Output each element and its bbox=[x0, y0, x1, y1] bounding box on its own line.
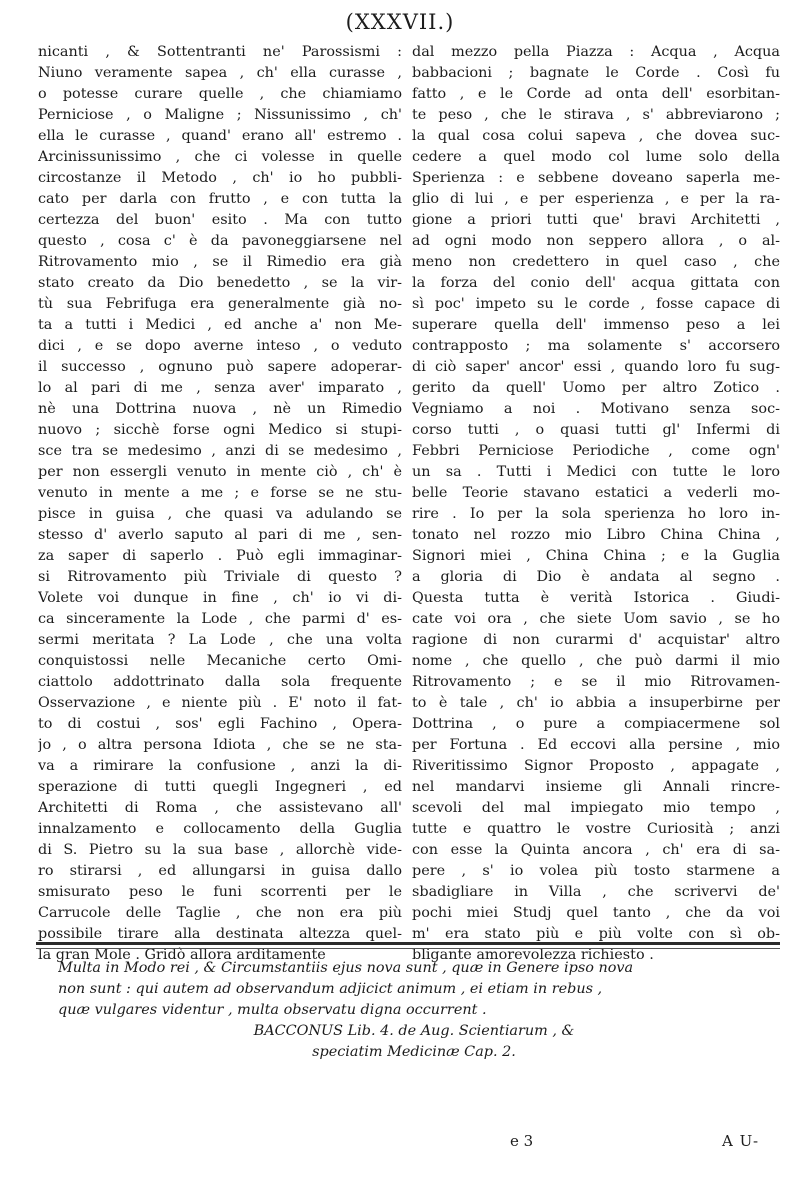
text-line: tù sua Febrifuga era generalmente già no- bbox=[38, 296, 402, 312]
text-line: a gloria di Dio è andata al segno . bbox=[412, 569, 780, 585]
text-line: pere , s' io volea più tosto starmene a bbox=[412, 863, 780, 879]
text-line: jo , o altra persona Idiota , che se ne sta- bbox=[38, 737, 402, 753]
text-line: Osservazione , e niente più . E' noto il fat- bbox=[38, 695, 402, 711]
left-column bbox=[38, 42, 402, 966]
text-line: Arcinissunissimo , che ci volesse in quelle bbox=[38, 149, 402, 165]
text-line: lo al pari di me , senza aver' imparato , bbox=[38, 380, 402, 396]
text-line: per non essergli venuto in mente ciò , ch' è bbox=[38, 464, 402, 480]
text-line: circostanze il Metodo , ch' io ho pubbli- bbox=[38, 170, 402, 186]
text-line: sce tra se medesimo , anzi di se medesimo , bbox=[38, 443, 402, 459]
text-line: per Fortuna . Ed eccovi alla persine , mio bbox=[412, 737, 780, 753]
text-line: un sa . Tutti i Medici con tutte le loro bbox=[412, 464, 780, 480]
text-line: Riveritissimo Signor Proposto , appagate , bbox=[412, 758, 780, 774]
text-line: pisce in guisa , che quasi va adulando se bbox=[38, 506, 402, 522]
text-line: Volete voi dunque in fine , ch' io vi di- bbox=[38, 590, 402, 606]
text-line: ad ogni modo non seppero allora , o al- bbox=[412, 233, 780, 249]
text-line: si Ritrovamento più Triviale di questo ? bbox=[38, 569, 402, 585]
text-line: Architetti di Roma , che assistevano all' bbox=[38, 800, 402, 816]
footnote-line: quæ vulgares videntur , multa observatu digna occurrent . bbox=[58, 1002, 487, 1018]
text-line: o potesse curare quelle , che chiamiamo bbox=[38, 86, 402, 102]
text-line: il successo , ognuno può sapere adoperar- bbox=[38, 359, 402, 375]
text-line: di ciò saper' ancor' essi , quando loro fu sug- bbox=[412, 359, 780, 375]
footnote-line: non sunt : qui autem ad observandum adjicict animum , ei etiam in rebus , bbox=[58, 981, 603, 997]
text-line: babbacioni ; bagnate le Corde . Così fu bbox=[412, 65, 780, 81]
text-line: contrapposto ; ma solamente s' accorsero bbox=[412, 338, 780, 354]
text-line: pochi miei Studj quel tanto , che da voi bbox=[412, 905, 780, 921]
text-line: corso tutti , o quasi tutti gl' Infermi di bbox=[412, 422, 780, 438]
text-line: tonato nel rozzo mio Libro China China , bbox=[412, 527, 780, 543]
text-line: nicanti , & Sottentranti ne' Parossismi : bbox=[38, 44, 402, 60]
text-line: Dottrina , o pure a compiacermene sol bbox=[412, 716, 780, 732]
text-line: ca sinceramente la Lode , che parmi d' es- bbox=[38, 611, 402, 627]
text-line: belle Teorie stavano estatici a vederli mo- bbox=[412, 485, 780, 501]
text-line: questo , cosa c' è da pavoneggiarsene nel bbox=[38, 233, 402, 249]
footnote-citation: BACCONUS Lib. 4. de Aug. Scientiarum , & bbox=[253, 1023, 575, 1039]
text-line: Sperienza : e sebbene doveano saperla me- bbox=[412, 170, 780, 186]
text-line: sì poc' impeto su le corde , fosse capace di bbox=[412, 296, 780, 312]
text-line: Questa tutta è verità Istorica . Giudi- bbox=[412, 590, 780, 606]
text-line: rire . Io per la sola sperienza ho loro in- bbox=[412, 506, 780, 522]
text-line: venuto in mente a me ; e forse se ne stu- bbox=[38, 485, 402, 501]
text-line: tutte e quattro le vostre Curiosità ; anzi bbox=[412, 821, 780, 837]
text-line: possibile tirare alla destinata altezza quel- bbox=[38, 926, 402, 942]
text-line: cato per darla con frutto , e con tutta la bbox=[38, 191, 402, 207]
text-line: sperazione di tutti quegli Ingegneri , ed bbox=[38, 779, 402, 795]
text-line: superare quella dell' immenso peso a lei bbox=[412, 317, 780, 333]
text-line: Vegniamo a noi . Motivano senza soc- bbox=[412, 401, 780, 417]
text-line: ciattolo addottrinato dalla sola frequente bbox=[38, 674, 402, 690]
text-line: innalzamento e collocamento della Guglia bbox=[38, 821, 402, 837]
text-line: gione a priori tutti que' bravi Architetti , bbox=[412, 212, 780, 228]
text-line: la qual cosa colui sapeva , che dovea suc- bbox=[412, 128, 780, 144]
footnote-rule bbox=[36, 942, 780, 945]
text-line: di S. Pietro su la sua base , allorchè vide- bbox=[38, 842, 402, 858]
text-line: gerito da quell' Uomo per altro Zotico . bbox=[412, 380, 780, 396]
text-line: smisurato peso le funi scorrenti per le bbox=[38, 884, 402, 900]
text-line: certezza del buon' esito . Ma con tutto bbox=[38, 212, 402, 228]
text-line: ro stirarsi , ed allungarsi in guisa dallo bbox=[38, 863, 402, 879]
text-line: to di costui , sos' egli Fachino , Opera- bbox=[38, 716, 402, 732]
text-line: m' era stato più e più volte con sì ob- bbox=[412, 926, 780, 942]
text-line: ragione di non curarmi d' acquistar' altro bbox=[412, 632, 780, 648]
text-line: con esse la Quinta ancora , ch' era di sa- bbox=[412, 842, 780, 858]
text-line: va a rimirare la confusione , anzi la di- bbox=[38, 758, 402, 774]
text-line: conquistossi nelle Mecaniche certo Omi- bbox=[38, 653, 402, 669]
text-line: stesso d' averlo saputo al pari di me , sen- bbox=[38, 527, 402, 543]
text-line: Ritrovamento ; e se il mio Ritrovamen- bbox=[412, 674, 780, 690]
text-line: Febbri Perniciose Periodiche , come ogn' bbox=[412, 443, 780, 459]
text-line: Carrucole delle Taglie , che non era più bbox=[38, 905, 402, 921]
text-line: nome , che quello , che può darmi il mio bbox=[412, 653, 780, 669]
text-line: dal mezzo pella Piazza : Acqua , Acqua bbox=[412, 44, 780, 60]
text-line: Ritrovamento mio , se il Rimedio era già bbox=[38, 254, 402, 270]
text-line: nè una Dottrina nuova , nè un Rimedio bbox=[38, 401, 402, 417]
text-line: bligante amorevolezza richiesto . bbox=[412, 947, 654, 963]
text-line: to è tale , ch' io abbia a insuperbirne per bbox=[412, 695, 780, 711]
text-line: Signori miei , China China ; e la Guglia bbox=[412, 548, 780, 564]
text-line: nel mandarvi insieme gli Annali rincre- bbox=[412, 779, 780, 795]
text-line: te peso , che le stirava , s' abbreviarono ; bbox=[412, 107, 780, 123]
signature-mark: e 3 bbox=[510, 1132, 534, 1150]
text-line: Niuno veramente sapea , ch' ella curasse , bbox=[38, 65, 402, 81]
text-line: fatto , e le Corde ad onta dell' esorbitan- bbox=[412, 86, 780, 102]
text-line: sbadigliare in Villa , che scrivervi de' bbox=[412, 884, 780, 900]
text-line: nuovo ; sicchè forse ogni Medico si stupi- bbox=[38, 422, 402, 438]
text-line: cedere a quel modo col lume solo della bbox=[412, 149, 780, 165]
text-line: ta a tutti i Medici , ed anche a' non Me- bbox=[38, 317, 402, 333]
right-column bbox=[412, 42, 780, 966]
text-line: stato creato da Dio benedetto , se la vir- bbox=[38, 275, 402, 291]
text-line: ella le curasse , quand' erano all' estremo . bbox=[38, 128, 402, 144]
text-line: la gran Mole . Gridò allora arditamente bbox=[38, 947, 326, 963]
text-line: cate voi ora , che siete Uom savio , se ho bbox=[412, 611, 780, 627]
text-line: meno non credettero in quel caso , che bbox=[412, 254, 780, 270]
text-line: sermi meritata ? La Lode , che una volta bbox=[38, 632, 402, 648]
text-line: la forza del conio dell' acqua gittata con bbox=[412, 275, 780, 291]
page-number: (XXXVII.) bbox=[345, 10, 455, 34]
text-line: za saper di saperlo . Può egli immaginar- bbox=[38, 548, 402, 564]
catchword: A U- bbox=[722, 1132, 760, 1150]
text-line: dici , e se dopo averne inteso , o veduto bbox=[38, 338, 402, 354]
footnote-line: Multa in Modo rei , & Circumstantiis ejus nova sunt , quæ in Genere ipso nova bbox=[58, 960, 634, 976]
footnote-quote bbox=[58, 958, 770, 1063]
text-line: scevoli del mal impiegato mio tempo , bbox=[412, 800, 780, 816]
footnote-rule-thin bbox=[36, 948, 780, 949]
text-line: glio di lui , e per esperienza , e per la ra- bbox=[412, 191, 780, 207]
text-line: Perniciose , o Maligne ; Nissunissimo , ch' bbox=[38, 107, 402, 123]
footnote-citation: speciatim Medicinæ Cap. 2. bbox=[312, 1044, 516, 1060]
